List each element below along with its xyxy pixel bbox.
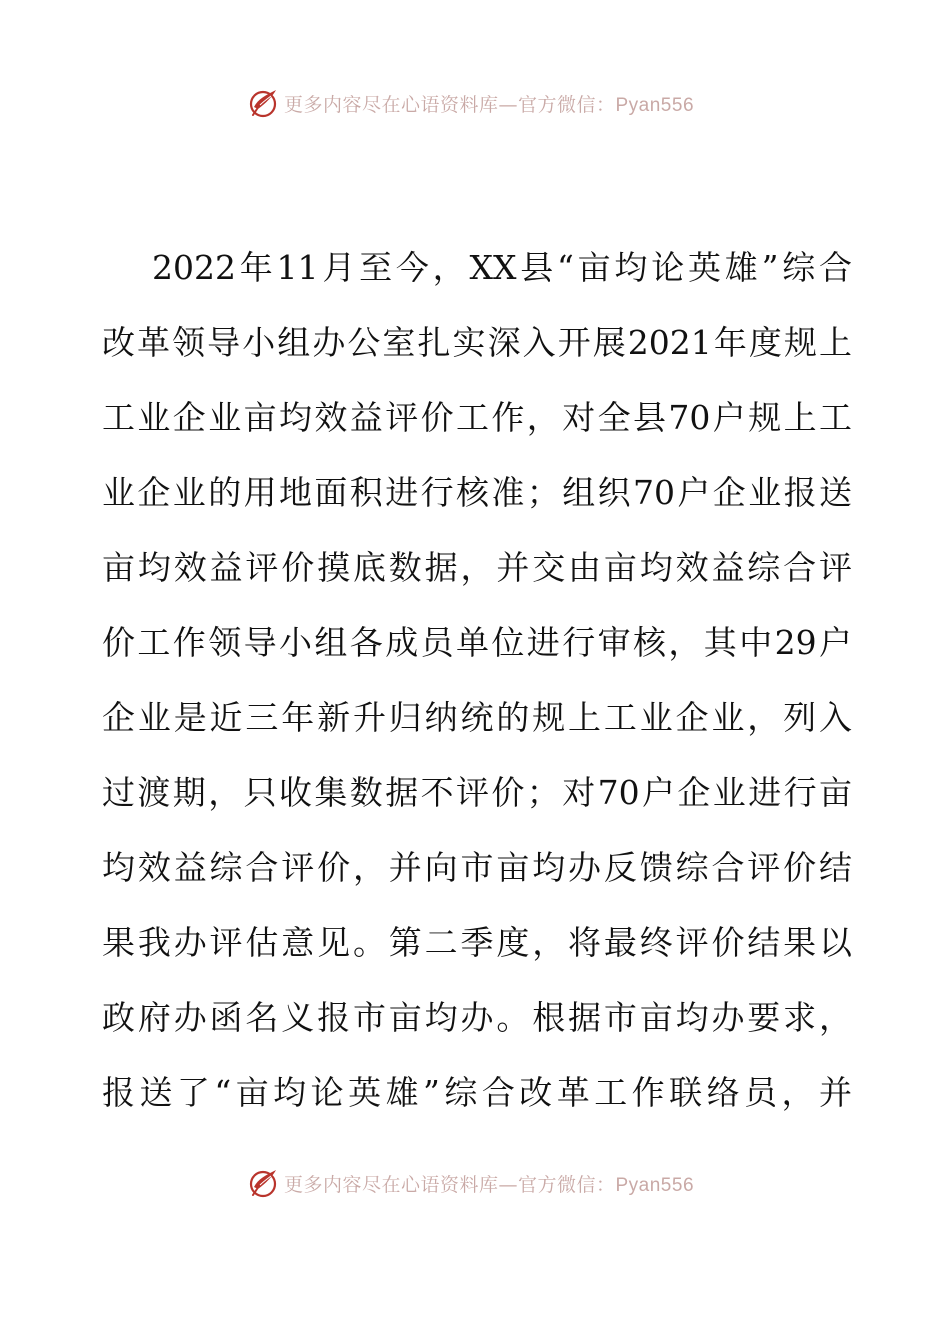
text-line: 亩均效益评价摸底数据，并交由亩均效益综合评 xyxy=(102,548,852,587)
wechat-id: Pyan556 xyxy=(615,1174,695,1196)
header-banner xyxy=(0,83,950,123)
body-paragraph xyxy=(102,230,852,1130)
text-line: 改革领导小组办公室扎实深入开展2021年度规上 xyxy=(102,323,852,362)
text-line: 工业企业亩均效益评价工作，对全县70户规上工 xyxy=(102,398,852,437)
text-line: 业企业的用地面积进行核准；组织70户企业报送 xyxy=(102,473,852,512)
quill-logo-icon xyxy=(246,85,282,121)
wechat-id: Pyan556 xyxy=(615,94,695,116)
text-line: 价工作领导小组各成员单位进行审核，其中29户 xyxy=(102,623,852,662)
banner-text: 更多内容尽在心语资料库—官方微信：Pyan556 xyxy=(283,1173,695,1196)
text-line: 企业是近三年新升归纳统的规上工业企业，列入 xyxy=(102,698,852,737)
banner-text: 更多内容尽在心语资料库—官方微信：Pyan556 xyxy=(283,93,695,116)
footer-banner xyxy=(0,1163,950,1203)
text-line: 过渡期，只收集数据不评价；对70户企业进行亩 xyxy=(102,773,852,812)
quill-logo-icon xyxy=(246,1165,282,1201)
text-line: 报送了“亩均论英雄”综合改革工作联络员，并 xyxy=(102,1073,852,1112)
text-line: 均效益综合评价，并向市亩均办反馈综合评价结 xyxy=(102,848,852,887)
text-line: 政府办函名义报市亩均办。根据市亩均办要求， xyxy=(102,998,852,1037)
text-line: 果我办评估意见。第二季度，将最终评价结果以 xyxy=(102,923,852,962)
text-line: 2022年11月至今，XX县“亩均论英雄”综合 xyxy=(152,248,852,287)
